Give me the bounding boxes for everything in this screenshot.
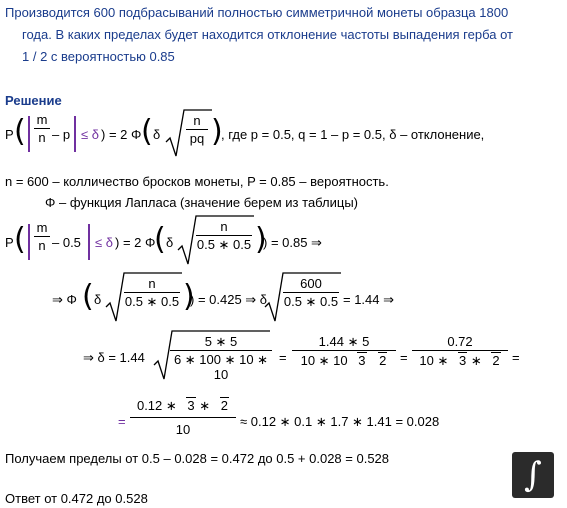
f4-f3-den-a: 10 ∗ [419,353,449,368]
f2-rad-n: n [220,219,228,234]
f4-rad-num: 5 ∗ 5 [204,334,238,349]
line-n-definition: n = 600 – колличество бросков монеты, P = 0.85 – вероятность. [5,174,389,189]
f4-f2-den-a: 10 ∗ 10 [300,353,348,368]
f2-abs-right [88,224,90,260]
f4-f2-den [292,352,396,368]
f2-n: n [38,238,46,253]
f2-P: P [5,235,14,250]
f1-m: m [36,112,48,127]
f5-frac [130,397,236,437]
f4-f2-den-c: 2 [379,353,387,368]
f1-rad-n: n [193,113,201,128]
f2-paren-open: ( [14,222,26,257]
f3-rad2-num: 600 [300,276,322,291]
f2-tail: ) = 0.85 ⇒ [263,235,322,250]
f4-f2-den-b: 3 [358,353,366,368]
f5-eq: = [118,414,126,429]
f1-abs-left [28,116,30,152]
f1-le-delta: ≤ δ [81,127,99,142]
f2-paren-close: ) [255,222,267,257]
f1-delta: δ [153,127,161,142]
integral-logo [512,452,554,498]
problem-line-1: Производится 600 подбрасываний полностью симметричной монеты образца 1800 [5,5,509,20]
f1-paren-open: ( [14,114,26,149]
f5-num-b: 3 [187,398,195,413]
f3-frac-600 [283,276,339,309]
f1-frac-n-pq [186,113,208,146]
f3-lead: ⇒ Φ [52,292,77,307]
f2-abs-left [28,224,30,260]
f1-eq-2phi: ) = 2 Φ [101,127,142,142]
f4-f3-num: 0.72 [447,334,473,349]
answer-line: Ответ от 0.472 до 0.528 [5,491,148,506]
f3-rad-n: n [148,276,156,291]
f4-eq-2: = [400,350,408,365]
f5-num-d: 2 [220,398,229,413]
f4-rad-den: 6 ∗ 100 ∗ 10 ∗ 10 [173,352,269,382]
f5-tail: ≈ 0.12 ∗ 0.1 ∗ 1.7 ∗ 1.41 = 0.028 [240,414,440,429]
f1-rad-pq: pq [189,131,205,146]
f3-rad-den: 0.5 ∗ 0.5 [124,294,180,309]
f5-den: 10 [175,422,191,437]
f4-frac-2 [292,334,396,368]
f4-lead: ⇒ δ = 1.44 [83,350,145,365]
f5-num-c: ∗ [199,398,211,413]
f4-eq-3: = [512,350,520,365]
f1-P: P [5,127,14,142]
f3-mid: ) = 0.425 ⇒ δ [190,292,268,307]
f3-paren-close: ) [183,279,195,314]
f1-minus-p: – p [52,127,71,142]
f3-delta: δ [94,292,102,307]
f4-f3-den-b: 3 [458,353,467,368]
f3-frac-n [124,276,180,309]
f4-f3-den-d: 2 [492,353,500,368]
f2-le-delta: ≤ δ [95,235,113,250]
problem-line-3: 1 / 2 с вероятностью 0.85 [22,49,175,64]
limits-line: Получаем пределы от 0.5 – 0.028 = 0.472 до 0.5 + 0.028 = 0.528 [5,451,390,466]
f1-frac-m-n [34,112,50,145]
f5-num-a: 0.12 ∗ [136,398,177,413]
integral-icon: ∫ [524,455,542,495]
f3-paren-open: ( [82,279,94,314]
f2-frac-n [196,219,252,252]
f2-eq-2phi: ) = 2 Φ [115,235,156,250]
f1-paren-close: ) [211,114,223,149]
f4-f3-den [412,352,508,368]
f3-tail: = 1.44 ⇒ [343,292,395,307]
f1-paren-open-2: ( [141,114,153,149]
f4-eq-1: = [279,350,287,365]
f2-rad-den: 0.5 ∗ 0.5 [196,237,252,252]
f4-f3-den-c: ∗ [470,353,482,368]
f2-delta: δ [166,235,174,250]
f2-paren-open-2: ( [154,222,166,257]
f4-f2-num: 1.44 ∗ 5 [318,334,370,349]
solution-heading: Решение [5,93,62,108]
f1-n: n [38,130,46,145]
f3-rad2-den: 0.5 ∗ 0.5 [283,294,339,309]
f1-abs-right [74,116,76,152]
f2-frac-m-n [34,220,50,253]
f5-num [130,397,236,413]
f2-minus: – 0.5 [52,235,81,250]
f2-m: m [36,220,48,235]
f4-frac-1 [170,334,272,382]
f4-frac-3 [412,334,508,368]
problem-line-2: года. В каких пределах будет находится отклонение частоты выпадения герба от [22,27,513,42]
line-phi-definition: Φ – функция Лапласа (значение берем из таблицы) [45,195,358,210]
f1-tail: , где p = 0.5, q = 1 – p = 0.5, δ – отклонение, [221,127,485,142]
